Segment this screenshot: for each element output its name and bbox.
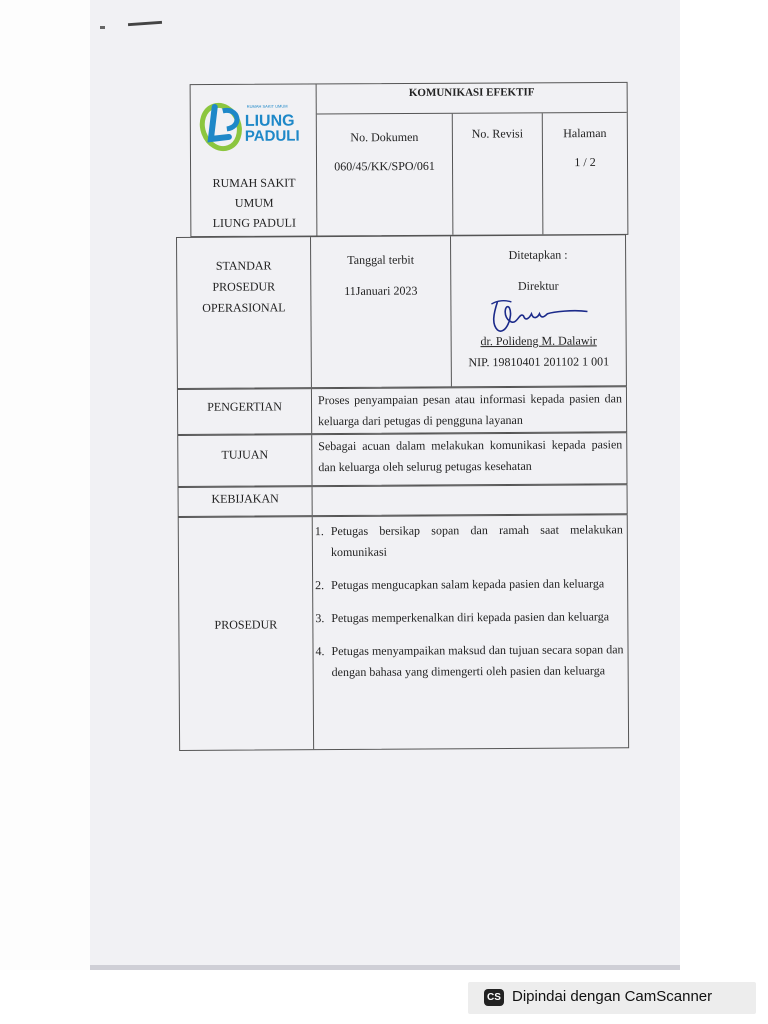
spo-body-table	[176, 234, 631, 763]
camscanner-watermark	[468, 982, 756, 1014]
hospital-name	[191, 172, 317, 233]
revision-label: No. Revisi	[471, 126, 524, 141]
logo-liung: LIUNG	[244, 112, 295, 130]
step-number: 4.	[315, 644, 325, 659]
standard-row	[176, 234, 627, 389]
tujuan-row	[177, 432, 627, 487]
kebijakan-label: KEBIJAKAN	[179, 487, 313, 516]
step-text: Petugas menyampaikan maksud dan tujuan secara sopan dan dengan bahasa yang dimengerti oleh pasien dan keluarga	[331, 642, 624, 680]
page-cell	[543, 113, 628, 234]
approval-cell	[451, 235, 626, 386]
logo-cell	[191, 84, 318, 236]
issue-date-cell	[311, 236, 452, 387]
doc-number-value: 060/45/KK/SPO/061	[334, 158, 435, 174]
document-header-table	[190, 82, 629, 237]
doc-number-label: No. Dokumen	[350, 129, 419, 145]
signer-name: dr. Polideng M. Dalawir	[480, 333, 597, 349]
signature	[483, 295, 593, 336]
prosedur-list	[315, 519, 624, 683]
pengertian-label: PENGERTIAN	[178, 389, 312, 434]
doc-number-cell	[317, 114, 454, 236]
standard-label-line2: PROSEDUR	[212, 279, 276, 294]
issue-date-value: 11Januari 2023	[344, 283, 418, 298]
step-number: 2.	[315, 578, 325, 593]
list-item	[315, 519, 623, 563]
step-number: 1.	[314, 524, 324, 539]
document-title: KOMUNIKASI EFEKTIF	[317, 83, 627, 115]
step-number: 3.	[315, 611, 325, 626]
list-item	[315, 606, 623, 629]
prosedur-steps	[313, 515, 628, 749]
camscanner-icon: CS	[484, 989, 504, 1006]
logo-paduli: PADULI	[244, 127, 300, 145]
tujuan-label: TUJUAN	[178, 435, 312, 486]
director-role: Direktur	[517, 278, 559, 293]
pengertian-row	[177, 386, 627, 435]
tujuan-text: Sebagai acuan dalam melakukan komunikasi kepada pasien dan keluarga oleh selurug petugas kesehatan	[318, 437, 623, 475]
signer-nip: NIP. 19810401 201102 1 001	[468, 354, 610, 370]
hospital-logo	[199, 97, 309, 156]
hospital-name-line1: RUMAH SAKIT	[212, 175, 296, 191]
camscanner-text: Dipindai dengan CamScanner	[512, 988, 713, 1005]
prosedur-label: PROSEDUR	[179, 517, 314, 750]
kebijakan-text	[313, 485, 627, 515]
scan-left-margin	[0, 0, 90, 970]
standard-label	[177, 237, 312, 388]
step-text: Petugas bersikap sopan dan ramah saat melakukan komunikasi	[330, 522, 623, 560]
page-value: 1 / 2	[574, 155, 596, 170]
standard-label-line1: STANDAR	[215, 258, 272, 273]
issue-date-label: Tanggal terbit	[347, 252, 415, 267]
list-item	[315, 639, 623, 683]
page-bottom-edge	[90, 965, 680, 970]
revision-cell	[453, 113, 544, 234]
kebijakan-row	[178, 484, 628, 517]
standard-label-line3: OPERASIONAL	[202, 300, 286, 315]
hospital-name-line3: LIUNG PADULI	[212, 215, 296, 231]
approved-label: Ditetapkan :	[508, 247, 568, 262]
logo-small-text: RUMAH SAKIT UMUM	[246, 103, 288, 109]
hospital-name-line2: UMUM	[234, 195, 274, 210]
page-label: Halaman	[563, 125, 607, 141]
step-text: Petugas mengucapkan salam kepada pasien dan keluarga	[331, 576, 605, 593]
step-text: Petugas memperkenalkan diri kepada pasien dan keluarga	[331, 609, 610, 626]
scan-right-margin	[680, 0, 768, 970]
prosedur-row	[178, 514, 629, 751]
pengertian-text: Proses penyampaian pesan atau informasi kepada pasien dan keluarga dari petugas di pengguna layanan	[317, 391, 623, 429]
scan-artifact	[100, 26, 105, 29]
list-item	[315, 573, 623, 596]
